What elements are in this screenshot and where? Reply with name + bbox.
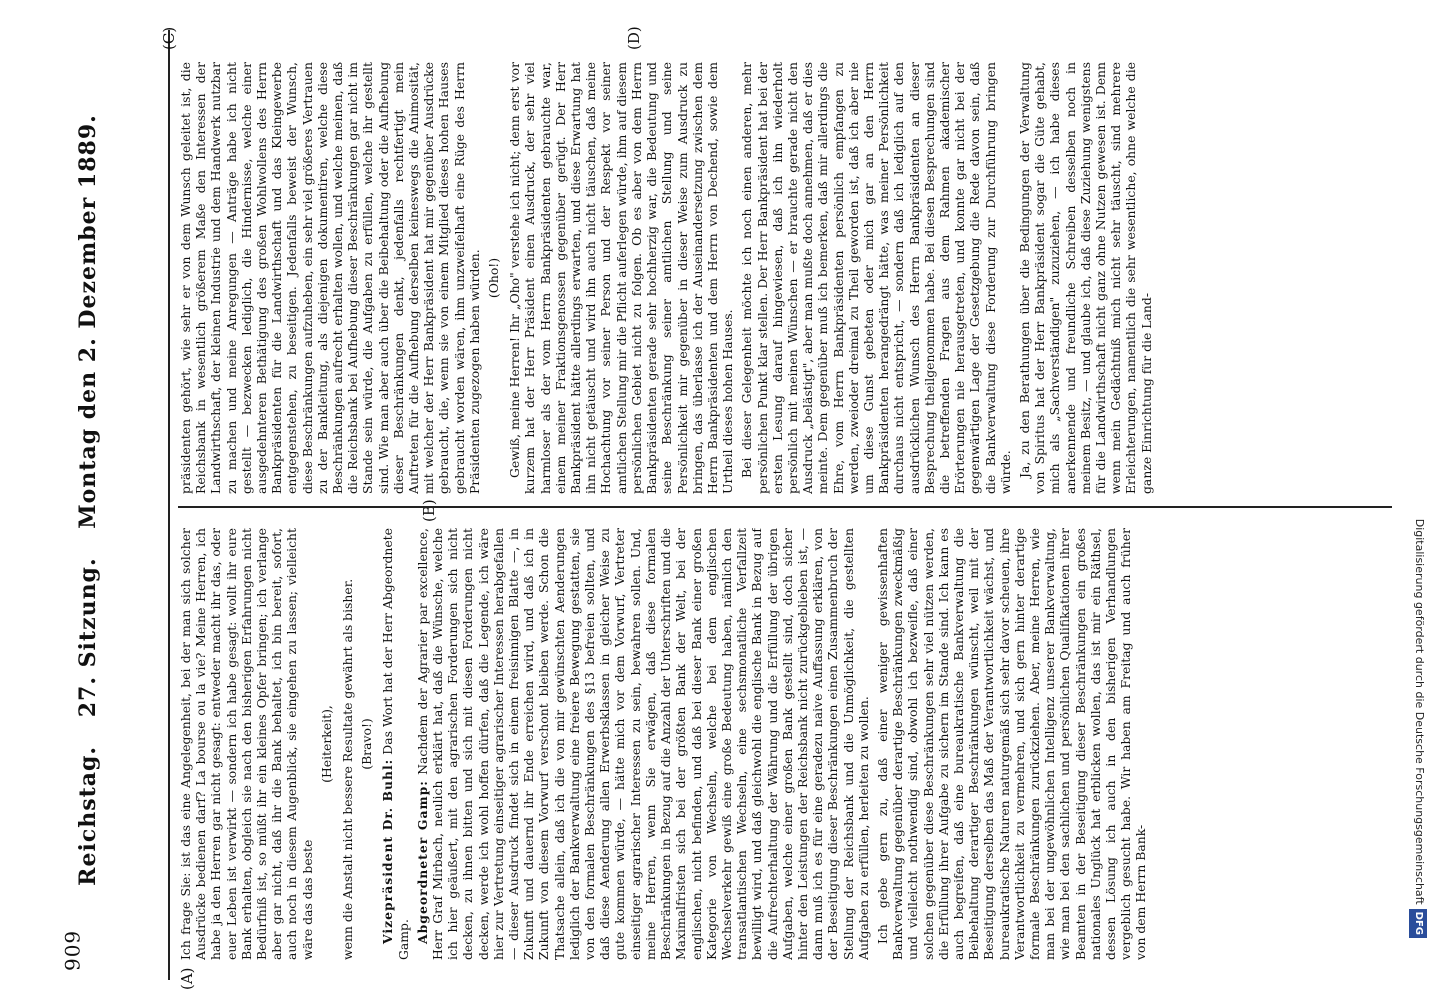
right-column [178,62,1412,494]
header-title [75,60,101,940]
paragraph: Ich frage Sie: ist das eine Angelegenheit, bei der man sich solcher Ausdrücke bedienen darf? La bourse ou la vie? Meine Herren, ich habe ja den Herren gar nicht gesagt: entweder macht ihr das, oder euer Leben ist verwirkt — sondern ich habe gesagt: wollt ihr eure Bank erhalten, obgleich sie nach den bisherigen Erfahrungen nicht Bedürfniß ist, so müßt ihr ein kleines Opfer bringen; ich verlange aber gar nicht, daß ihr die Bank behaltet, ich bin bereit, sofort, auch noch in diesem Augenblick, sie eingehen zu lassen; vielleicht wäre das das beste [178,528,315,960]
interjection: (Bravo!) [359,718,375,770]
digitization-note: Digitalisierung gefördert durch die Deutsche Forschungsgemeinschaft [1413,518,1426,905]
paragraph: Ich gebe gern zu, daß einer weniger gewissenhaften Bankverwaltung gegenüber derartige Beschränkungen zweckmäßig und vielleicht nothwendig sind, obwohl ich bezweifle, daß einer solchen gegenüber diese Beschränkungen sehr viel nützen werden, die Erfüllung ihrer Aufgabe zu sichern im Stande sind. Ich kann es auch begreifen, daß eine bureaukratische Bankverwaltung die Beibehaltung derartiger Beschränkungen wünscht, weil mit der Beseitigung derselben das Maß der Verantwortlichkeit wächst, und bureaukratische Naturen naturgemäß sich sehr davor scheuen, ihre Verantwortlichkeit zu vermehren, und sich gern hinter derartige formale Beschränkungen zurückziehen. Aber, meine Herren, wie man bei der ungewöhnlichen Intelligenz unserer Bankverwaltung, wie man bei den sachlichen und persönlichen Qualifikationen ihrer Beamten in der Beseitigung dieser Beschränkungen ein großes nationales Unglück hat erblicken wollen, das ist mir ein Räthsel, dessen Lösung ich auch in den bisherigen Verhandlungen vergeblich gesucht habe. Wir haben am Freitag und auch früher von dem Herrn Bank- [874,528,1149,960]
left-column [178,528,1412,960]
column-divider [178,506,1392,508]
digitization-credit-text [1410,8,1428,938]
paragraph: wenn die Anstalt nicht bessere Resultate gewährt als bisher. [340,578,356,960]
speech-text: Nachdem der Agrarier par excellence, Herr Graf Mirbach, neulich erklärt hat, daß die Wünsche, welche ich hier geäußert, mit den agrarischen Forderungen sich nicht decken, zu ihnen bitten und sich mit diesen Forderungen nicht decken, werde ich wohl hoffen dürfen, daß die Legende, ich wäre hier zur Vertretung einseitiger agrarischer Interessen herabgefallen — dieser Ausdruck findet sich in einem freisinnigen Blatte —, in Zukunft und dauernd ihr Ende erreichen wird, und daß ich in Zukunft von diesem Vorwurf verschont bleiben werde. Schon die Thatsache allein, daß ich die von mir gewünschten Aenderungen lediglich der Bankverwaltung eine freiere Bewegung gestatten, sie von den formalen Beschränkungen des §13 befreien sollten, und daß diese Aenderung allen Erwerbsklassen in gleicher Weise zu gute kommen würde, — hätte mich vor dem Vorwurf, Vertreter einseitiger agrarischer Interessen zu sein, bewahren sollen. Und, meine Herren, wenn Sie erwägen, daß diese formalen Beschränkungen in Bezug auf die Anzahl der Unterschriften und die Maximalfristen sich bei der größten Bank der Welt, bei der englischen, nicht befinden, und daß bei dieser Bank einer großen Kategorie von Wechseln, welche bei dem englischen Wechselverkehr gewiß eine große Bedeutung haben, nämlich den transatlantischen Wechseln, eine sechsmonatliche Verfallzeit bewilligt wird, und daß gleichwohl die englische Bank in Bezug auf die Aufrechterhaltung der Währung und die Erfüllung der übrigen Aufgaben, welche einer großen Bank gestellt sind, doch sicher hinter den Leistungen der Reichsbank nicht zurückgeblieben ist, — dann muß ich es für eine geradezu naive Auffassung erklären, von der Beseitigung dieser Beschränkungen einen Zusammenbruch der Stellung der Reichsbank und die Unmöglichkeit, die gestellten Aufgaben zu erfüllen, herleiten zu wollen. [414,528,871,960]
speaker-name: Vizepräsident Dr. Buhl: [380,758,396,944]
interjection: (Oho!) [486,257,502,299]
speech-text: Das Wort hat der Herr Abgeordnete Gamp. [380,528,411,960]
header-date: Montag den 2. Dezember 1889. [75,114,101,529]
interjection: (Heiterkeit), [318,705,334,783]
page-header [0,0,160,1000]
header-body: Reichstag. [75,745,101,886]
header-session: 27. Sitzung. [75,557,101,718]
page-number: 606 [60,930,84,972]
margin-marker-c: (C) [160,26,178,50]
paragraph: Ja, zu den Berathungen über die Bedingungen der Verwaltung von Spiritus hat der Herr Bankpräsident sogar die Güte gehabt, mich als „Sachverständigen" zuzuziehen, — ich habe dieses anerkennende und freundliche Schreiben desselben noch in meinem Besitz, — und glaube ich, daß diese Zuziehung wenigstens für die Landwirthschaft nicht ganz ohne Nutzen gewesen ist. Denn wenn mein Gedächtniß mich nicht sehr täuscht, sind mehrere Erleichterungen, namentlich die sehr wesentliche, ohne welche die ganze Einrichtung für die Land- [1016,62,1154,494]
speaker-paragraph [380,528,410,960]
dfg-logo: DFG [1409,909,1427,938]
paragraph: präsidenten gehört, wie sehr er von dem Wunsch geleitet ist, die Reichsbank in wesentlich größerem Maße den Interessen der Landwirthschaft, der kleinen Industrie und dem Handwerk nutzbar zu machen und meine Anregungen — Anträge habe ich nicht gestellt — bezwecken lediglich, die Hindernisse, welche einer ausgedehnteren Bethätigung des großen Wohlwollens des Herrn Bankpräsidenten für die Landwirthschaft und das Kleingewerbe entgegenstehen, zu beseitigen. Jedenfalls beweist der Wunsch, diese Beschränkungen aufzuheben, ein sehr viel größeres Vertrauen zu der Bankleitung, als diejenigen dokumentiren, welche diese Beschränkungen aufrecht erhalten wollen, und welche meinen, daß die Reichsbank bei Aufhebung dieser Beschränkungen gar nicht im Stande sein würde, die Aufgaben zu erfüllen, welche ihr gestellt sind. Wie man aber auch über die Beibehaltung oder die Aufhebung dieser Beschränkungen denkt, jedenfalls rechtfertigt mein Auftreten für die Aufhebung derselben keineswegs die Animosität, mit welcher der Herr Bankpräsident hat mir gegenüber Ausdrücke gebraucht, die, wenn sie von einem Mitglied dieses hohen Hauses gebraucht worden wären, ihm unzweifelhaft eine Rüge des Herrn Präsidenten zugezogen haben würden. [178,62,482,494]
margin-marker-b: (B) [420,499,438,522]
speaker-paragraph [415,528,871,960]
header-rule [168,30,170,980]
paragraph: Bei dieser Gelegenheit möchte ich noch einen anderen, mehr persönlichen Punkt klar stellen. Der Herr Bankpräsident hat bei der ersten Lesung darauf hingewiesen, daß ich ihn wiederholt persönlich mit meinen Wünschen — er brauchte gerade nicht den Ausdruck „belästigt", aber man mußte doch annehmen, daß er dies meinte. Dem gegenüber muß ich bemerken, daß mir allerdings die Ehre, vom Herrn Bankpräsidenten persönlich empfangen zu werden, zweioder dreimal zu Theil geworden ist, daß ich aber nie um diese Gunst gebeten oder mich gar an den Herrn Bankpräsidenten herangedrängt hätte, was meiner Persönlichkeit durchaus nicht entspricht, — sondern daß ich lediglich auf den ausdrücklichen Wunsch des Herrn Bankpräsidenten an dieser Besprechung theilgenommen habe. Bei diesen Besprechungen sind die betreffenden Fragen aus dem Rahmen akademischer Erörterungen nie herausgetreten, und konnte gar nicht bei der gegenwärtigen Lage der Gesetzgebung die Rede davon sein, daß die Bankverwaltung diese Forderung zur Durchführung bringen würde. [739,62,1013,494]
digitization-credit [1410,8,1428,938]
margin-marker-d: (D) [625,26,643,50]
margin-marker-a: (A) [178,967,196,990]
paragraph: Gewiß, meine Herren! Ihr „Oho" verstehe ich nicht; denn erst vor kurzem hat der Herr Präsident einen Ausdruck, der sehr viel harmloser als der vom Herrn Bankpräsidenten gebrauchte war, einem meiner Fraktionsgenossen gegenüber gerügt. Der Herr Bankpräsident hätte allerdings erwarten, und diese Erwartung hat ihn nicht getäuscht und wird ihn auch nicht täuschen, daß meine Hochachtung vor seiner Person und der Respekt vor seiner amtlichen Stellung mir die Pflicht auferlegen würde, ihm auf diesem persönlichen Gebiet nicht zu folgen. Ob es aber von dem Herrn Bankpräsidenten gerade sehr hochherzig war, die Bedeutung und seine Beschränkung seiner amtlichen Stellung und seine Persönlichkeit mir gegenüber in dieser Weise zum Ausdruck zu bringen, das überlasse ich der Auseinandersetzung zwischen dem Herrn Bankpräsidenten und dem Herrn von Dechend, sowie dem Urtheil dieses hohen Hauses. [507,62,736,494]
speaker-name: Abgeordneter Gamp: [414,780,430,944]
